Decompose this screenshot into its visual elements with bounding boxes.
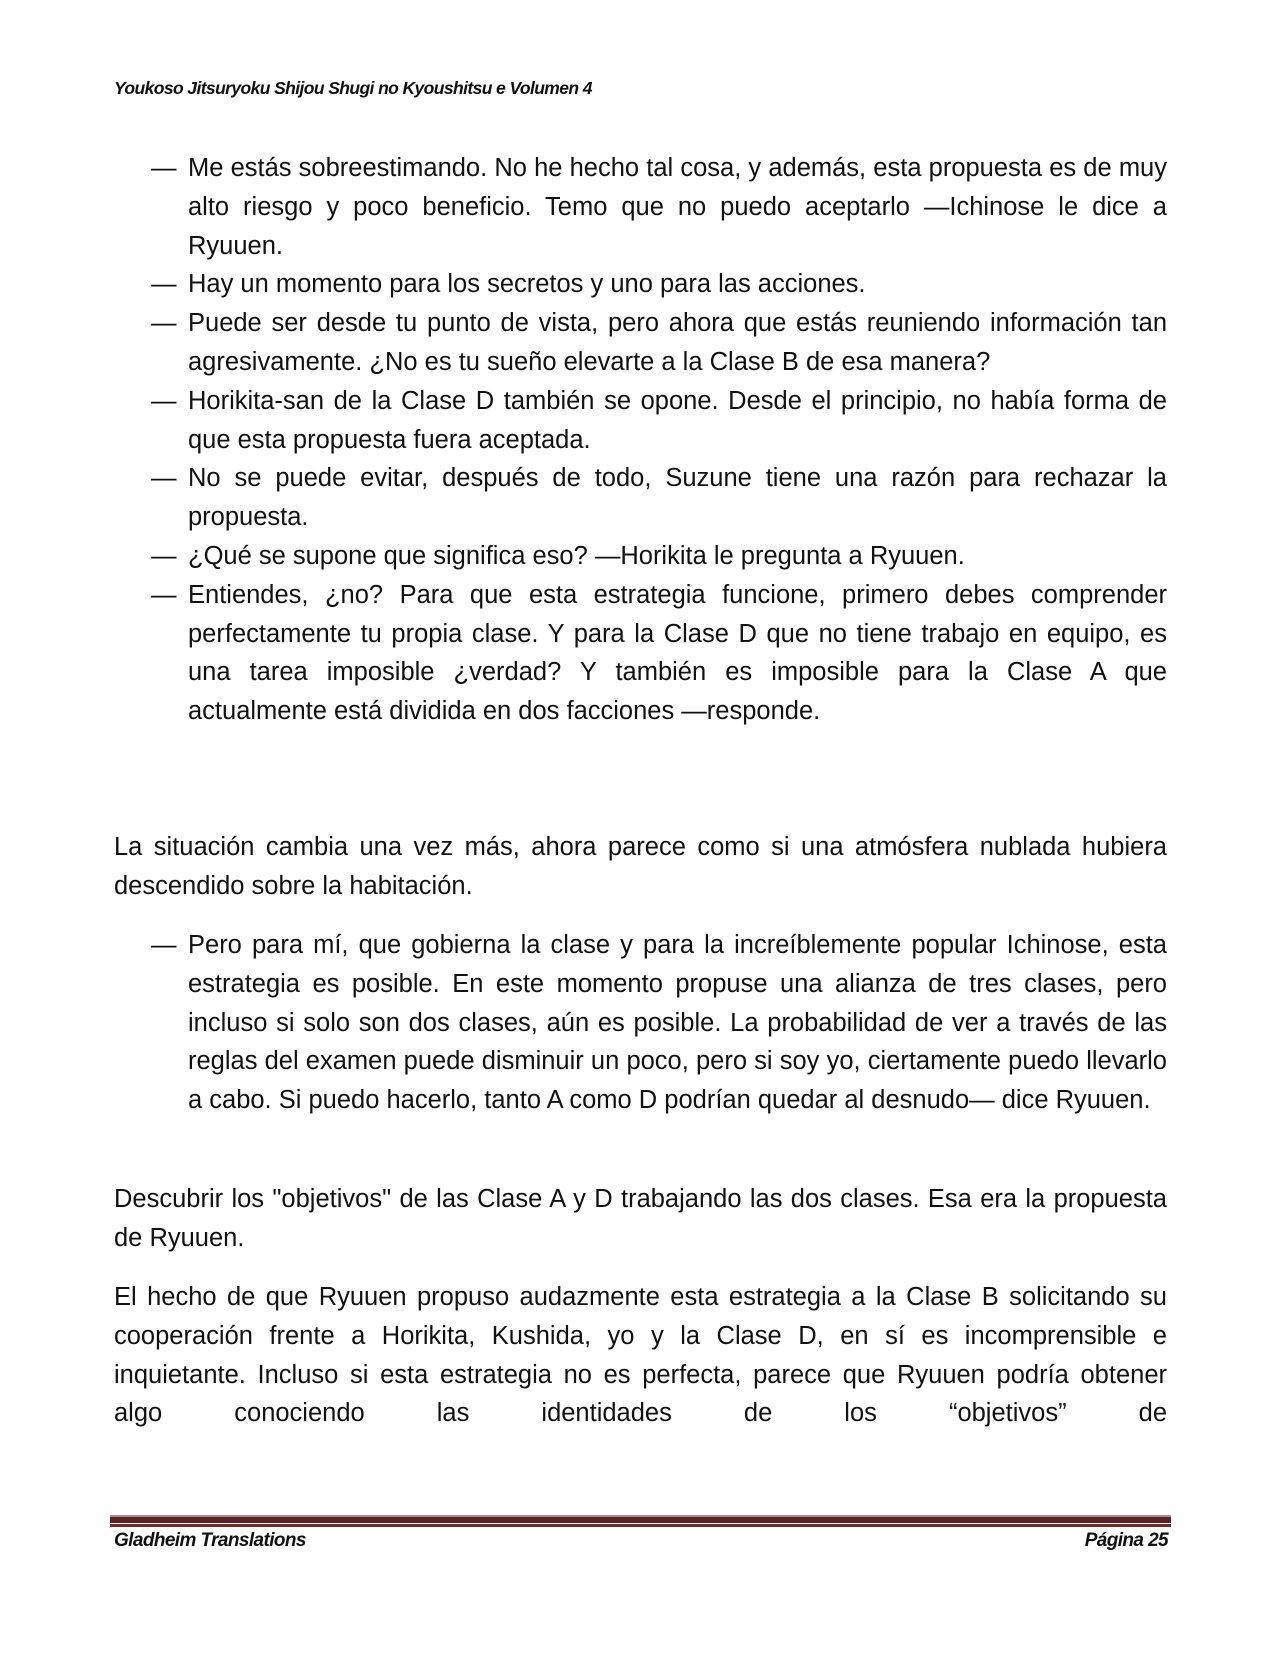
em-dash: — — [151, 580, 177, 609]
em-dash: — — [151, 931, 177, 959]
dialogue-line — [151, 926, 1167, 1120]
paragraph: El hecho de que Ryuuen propuso audazmente esta estrategia a la Clase B solicitando su cooperación frente a Horikita, Kushida, yo y la Clase D, en sí es incomprensible e inquietante. Incluso si esta estrategia no es perfecta, parece que Ryuuen podría obtener algo conociendo las identidades de los “objetivos” de — [114, 1283, 1167, 1428]
dialogue-line — [151, 304, 1167, 382]
em-dash: — — [151, 541, 177, 570]
dialogue-text: ¿Qué se supone que significa eso? —Horikita le pregunta a Ryuuen. — [188, 541, 965, 570]
em-dash: — — [151, 270, 177, 299]
dialogue-line — [151, 149, 1167, 265]
dialogue-text: Entiendes, ¿no? Para que esta estrategia funcione, primero debes comprender perfectamente tu propia clase. Y para la Clase D que no tiene trabajo en equipo, es una tarea imposible ¿verdad? Y también es imposible para la Clase A que actualmente está dividida en dos facciones —responde. — [188, 580, 1167, 726]
dialogue-text: No se puede evitar, después de todo, Suzune tiene una razón para rechazar la propuesta. — [188, 464, 1167, 532]
dialogue-block-1 — [151, 149, 1167, 731]
em-dash: — — [151, 386, 177, 415]
dialogue-line — [151, 265, 1167, 304]
dialogue-text: Horikita-san de la Clase D también se opone. Desde el principio, no había forma de que esta propuesta fuera aceptada. — [188, 386, 1167, 454]
running-header: Youkoso Jitsuryoku Shijou Shugi no Kyoushitsu e Volumen 4 — [114, 78, 592, 98]
dialogue-text: Hay un momento para los secretos y uno para las acciones. — [188, 270, 866, 299]
dialogue-block-2 — [151, 926, 1167, 1120]
em-dash: — — [151, 464, 177, 493]
paragraph: Descubrir los "objetivos" de las Clase A y D trabajando las dos clases. Esa era la propuesta de Ryuuen. — [114, 1185, 1167, 1252]
dialogue-line — [151, 382, 1167, 460]
dialogue-line — [151, 459, 1167, 537]
dialogue-text: Pero para mí, que gobierna la clase y para la increíblemente popular Ichinose, esta estrategia es posible. En este momento propuse una alianza de tres clases, pero incluso si solo son dos clases, aún es posible. La probabilidad de ver a través de las reglas del examen puede disminuir un poco, pero si soy yo, ciertamente puedo llevarlo a cabo. Si puedo hacerlo, tanto A como D podrían quedar al desnudo— dice Ryuuen. — [188, 931, 1167, 1115]
dialogue-line — [151, 576, 1167, 731]
footer-page-number: Página 25 — [1084, 1530, 1168, 1551]
footer-translator: Gladheim Translations — [114, 1530, 306, 1551]
dialogue-text: Puede ser desde tu punto de vista, pero ahora que estás reuniendo información tan agresivamente. ¿No es tu sueño elevarte a la Clase B de esa manera? — [188, 309, 1167, 376]
paragraph: La situación cambia una vez más, ahora parece como si una atmósfera nublada hubiera descendido sobre la habitación. — [114, 833, 1167, 900]
footer-rule — [110, 1515, 1171, 1527]
em-dash: — — [151, 309, 177, 338]
dialogue-line — [151, 537, 1167, 576]
em-dash: — — [151, 154, 177, 182]
dialogue-text: Me estás sobreestimando. No he hecho tal cosa, y además, esta propuesta es de muy alto riesgo y poco beneficio. Temo que no puedo aceptarlo —Ichinose le dice a Ryuuen. — [188, 154, 1167, 260]
